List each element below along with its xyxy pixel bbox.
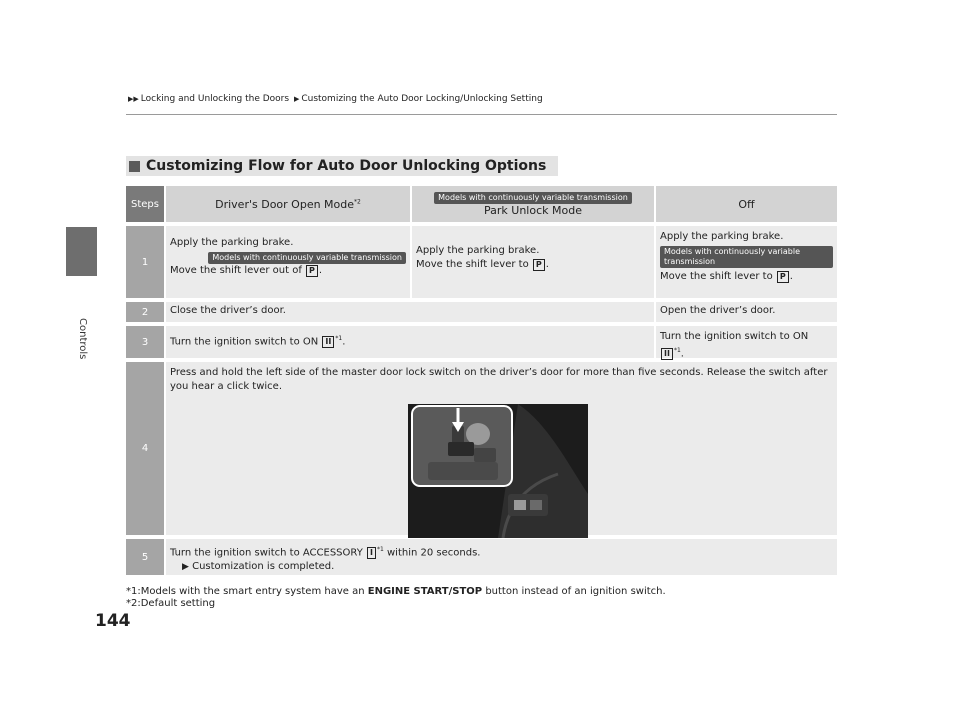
model-badge: Models with continuously variable transmission	[208, 252, 406, 264]
cell-text: Move the shift lever to	[416, 259, 529, 270]
breadcrumb-arrow-icon: ▶▶	[128, 95, 139, 103]
table-row	[126, 539, 837, 575]
header-divider	[126, 114, 837, 115]
table-row	[126, 326, 837, 358]
breadcrumb-item[interactable]: Locking and Unlocking the Doors	[140, 94, 290, 104]
step1-drivers-cell: Apply the parking brake. Models with continuously variable transmission Move the shift lever out of P .	[166, 226, 410, 298]
drivers-door-header	[166, 186, 410, 222]
cell-text: Turn the ignition switch to ON	[660, 331, 809, 342]
step3-cell: Turn the ignition switch to ON II $^{*1}$.	[166, 326, 654, 358]
cell-text: Apply the parking brake.	[660, 231, 784, 242]
door-lock-switch-photo	[408, 404, 588, 538]
off-header: Off	[656, 186, 837, 222]
park-key-icon: P	[533, 259, 545, 271]
model-badge: Models with continuously variable transmission	[434, 192, 632, 204]
step5-cell	[166, 539, 837, 575]
drivers-door-header-text: Driver's Door Open Mode	[215, 197, 355, 211]
step-number: 3	[126, 326, 164, 358]
flow-table	[126, 186, 837, 579]
cell-text: Close the driver’s door.	[166, 302, 654, 322]
step-number: 4	[126, 362, 164, 535]
chapter-label: Controls	[77, 318, 88, 360]
cell-text: Apply the parking brake.	[170, 237, 294, 248]
footnote-text: button instead of an ignition switch.	[485, 586, 666, 597]
cell-text: within 20 seconds.	[387, 547, 481, 559]
footnote-ref: *2	[354, 197, 361, 205]
steps-header: Steps	[126, 186, 164, 222]
cell-text: Customization is completed.	[192, 561, 335, 573]
footnote-text: *1:Models with the smart entry system have an	[126, 586, 365, 597]
step-number: 1	[126, 226, 164, 298]
step3-off-cell: Turn the ignition switch to ON II $^{*1}$.	[656, 326, 837, 358]
cell-text: Turn the ignition switch to ON	[170, 336, 319, 348]
cell-text: Press and hold the left side of the master door lock switch on the driver’s door for more than five seconds. Release the switch after you hear a click twice.	[170, 367, 828, 392]
table-header-row	[126, 186, 837, 222]
breadcrumb-item[interactable]: Customizing the Auto Door Locking/Unlocking Setting	[301, 94, 543, 104]
park-unlock-header-text: Park Unlock Mode	[484, 203, 582, 217]
step1-park-cell: Apply the parking brake. Move the shift lever to P .	[412, 226, 654, 298]
cell-text: Open the driver’s door.	[656, 302, 837, 322]
cell-text: Move the shift lever out of	[170, 265, 302, 276]
step-number: 5	[126, 539, 164, 575]
footnote-bold: ENGINE START/STOP	[367, 586, 483, 597]
footnote-ref: *1	[376, 546, 384, 553]
model-badge: Models with continuously variable transmission	[660, 246, 833, 268]
park-key-icon: P	[777, 271, 789, 283]
breadcrumb	[126, 94, 543, 104]
accessory-key-icon: I	[367, 547, 376, 559]
step4-cell	[166, 362, 837, 535]
park-key-icon: P	[306, 265, 318, 277]
footnotes	[126, 586, 666, 610]
cell-text: Turn the ignition switch to ACCESSORY	[170, 547, 363, 559]
footnote-ref: *1	[673, 347, 681, 354]
on-key-icon: II	[661, 348, 673, 360]
door-panel-illustration	[408, 404, 588, 538]
step-number: 2	[126, 302, 164, 322]
on-key-icon: II	[322, 336, 334, 348]
table-row	[126, 362, 837, 535]
footnote-text: *2:Default setting	[126, 598, 216, 609]
step1-off-cell: Apply the parking brake. Models with continuously variable transmission Move the shift lever to P .	[656, 226, 837, 298]
page-number: 144	[95, 611, 131, 631]
table-row	[126, 302, 837, 322]
chapter-tab	[66, 227, 97, 276]
cell-text: Apply the parking brake.	[416, 245, 540, 256]
breadcrumb-arrow-icon: ▶	[293, 95, 300, 103]
arrow-icon: ▶	[182, 562, 189, 573]
cell-text: Move the shift lever to	[660, 271, 773, 282]
section-title: Customizing Flow for Auto Door Unlocking Options	[146, 158, 547, 174]
table-row	[126, 226, 837, 298]
square-bullet-icon	[129, 161, 140, 172]
park-unlock-header	[412, 186, 654, 222]
footnote-ref: *1	[335, 335, 343, 342]
section-heading	[126, 156, 558, 176]
